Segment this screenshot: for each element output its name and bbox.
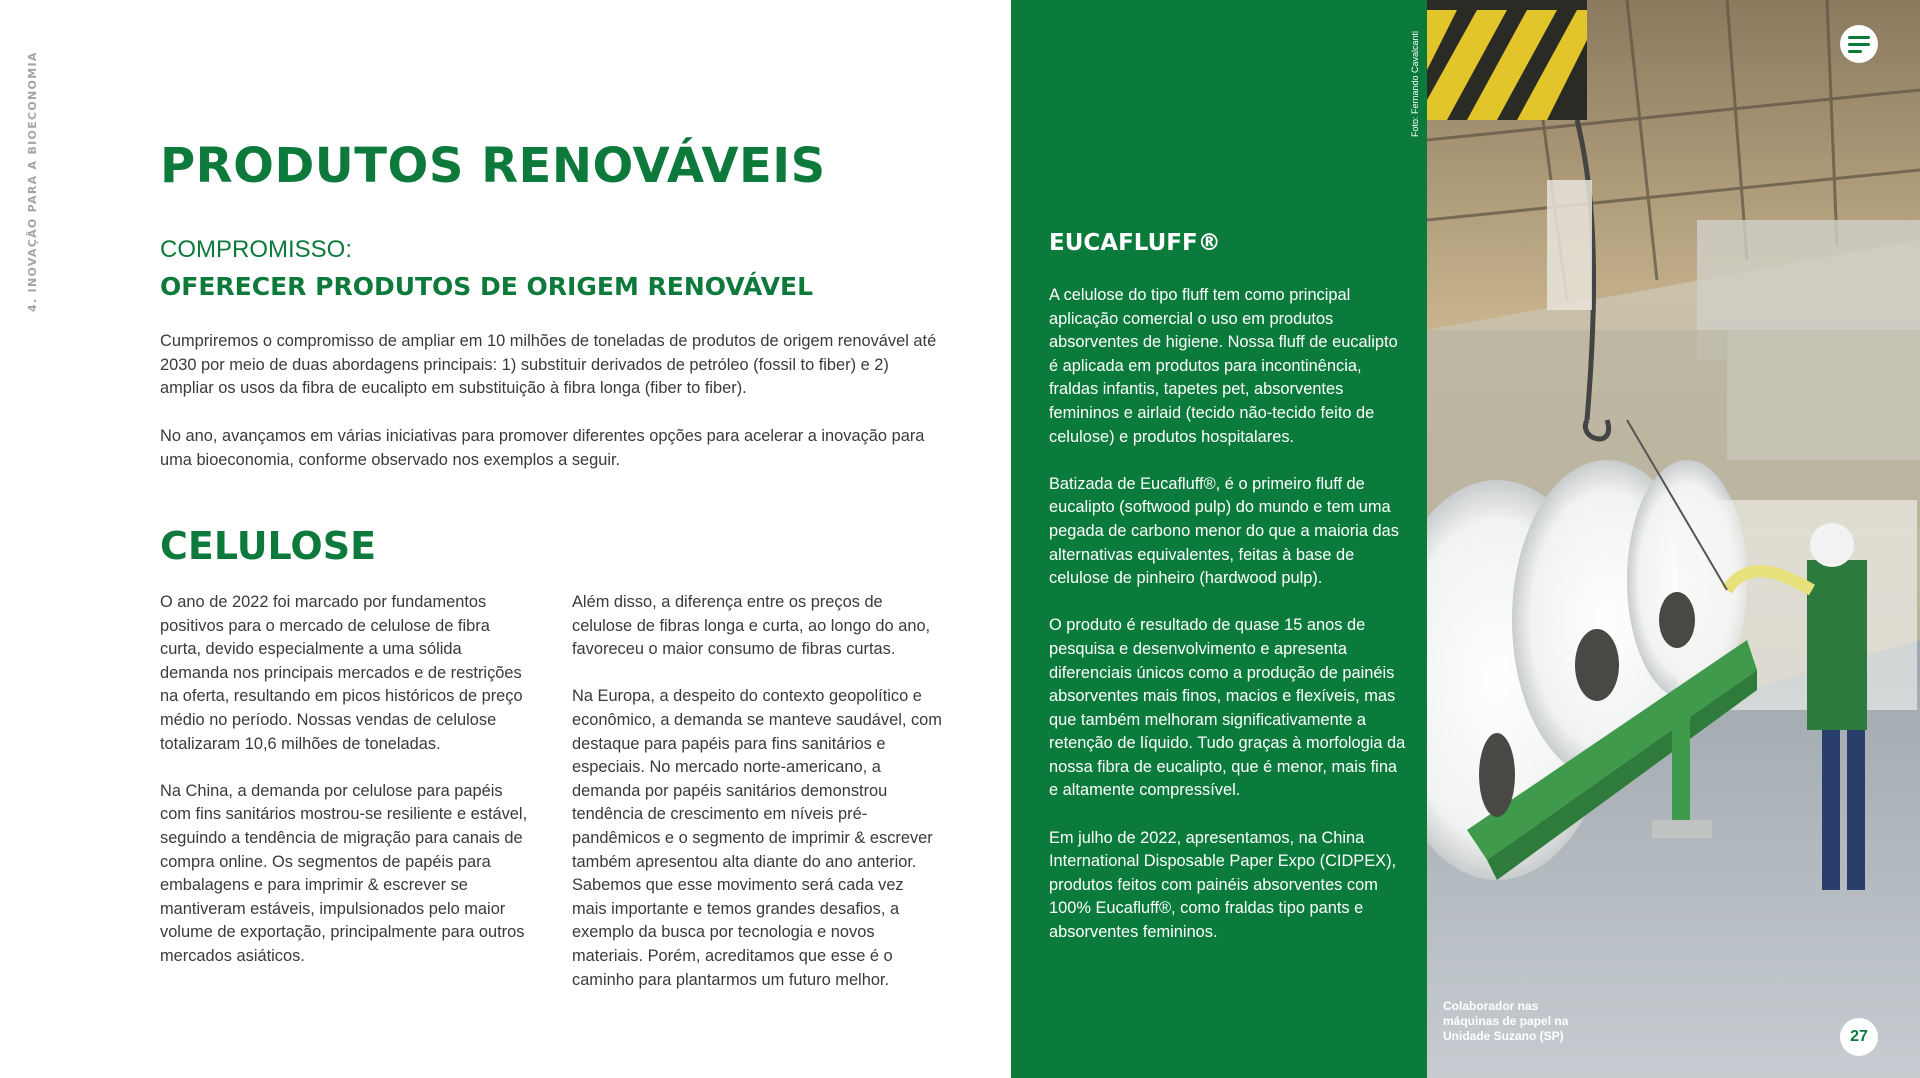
sidebar-paragraph-1: A celulose do tipo fluff tem como principal aplicação comercial o uso em produtos absorventes de higiene. Nossa fluff de eucalipto é aplicada em produtos para incontinência, fraldas infantis, tapetes pet, absorventes femininos e airlaid (tecido não-tecido feito de celulose) e produtos hospitalares.	[1049, 286, 1398, 446]
column-a-paragraph-1: O ano de 2022 foi marcado por fundamentos positivos para o mercado de celulose de fibra curta, devido especialmente a uma sólida demanda nos principais mercados e de restrições na oferta, resultando em picos históricos de preço médio no período. Nossas vendas de celulose totalizaram 10,6 milhões de toneladas.	[160, 593, 523, 753]
column-b-paragraph-1: Além disso, a diferença entre os preços de celulose de fibras longa e curta, ao longo do ano, favoreceu o maior consumo de fibras curtas.	[572, 593, 931, 659]
menu-button[interactable]	[1840, 25, 1878, 63]
column-b	[572, 591, 942, 1016]
sidebar-paragraph-3: O produto é resultado de quase 15 anos de pesquisa e desenvolvimento e apresenta diferenciais únicos como a produção de painéis absorventes mais finos, macios e flexíveis, mas que também melhoram significativamente a retenção de líquido. Tudo graças à morfologia da nossa fibra de eucalipto, que é menor, mais fina e altamente compressível.	[1049, 616, 1406, 800]
intro-paragraph-1: Cumpriremos o compromisso de ampliar em 10 milhões de toneladas de produtos de origem renovável até 2030 por meio de duas abordagens principais: 1) substituir derivados de petróleo (fossil to fiber) e 2) ampliar os usos da fibra de eucalipto em substituição à fibra longa (fiber to fiber).	[160, 332, 937, 398]
chapter-side-label: 4. INOVAÇÃO PARA A BIOECONOMIA	[26, 51, 39, 312]
page-title: PRODUTOS RENOVÁVEIS	[160, 138, 826, 194]
photo-caption: Colaborador nas máquinas de papel na Unidade Suzano (SP)	[1443, 999, 1569, 1043]
commitment-title: OFERECER PRODUTOS DE ORIGEM RENOVÁVEL	[160, 272, 814, 301]
factory-photo	[1427, 0, 1920, 1078]
sidebar-paragraph-2: Batizada de Eucafluff®, é o primeiro fluff de eucalipto (softwood pulp) do mundo e tem uma pegada de carbono menor do que a maioria das alternativas equivalentes, feitas à base de celulose de pinheiro (hardwood pulp).	[1049, 474, 1399, 588]
section-title: CELULOSE	[160, 524, 377, 568]
column-a-paragraph-2: Na China, a demanda por celulose para papéis com fins sanitários mostrou-se resiliente e estável, seguindo a tendência de migração para canais de compra online. Os segmentos de papéis para embalagens e para imprimir & escrever se mantiveram estáveis, impulsionados pelo maior volume de exportação, principalmente para outros mercados asiáticos.	[160, 781, 528, 965]
sidebar-paragraph-4: Em julho de 2022, apresentamos, na China International Disposable Paper Expo (CIDPEX), produtos feitos com painéis absorventes com 100% Eucafluff®, como fraldas tipo pants e absorventes femininos.	[1049, 828, 1397, 942]
page-number: 27	[1840, 1018, 1878, 1056]
photo-credit: Foto: Fernando Cavalcanti	[1410, 30, 1420, 137]
column-a	[160, 591, 530, 992]
menu-icon	[1848, 36, 1870, 39]
column-b-paragraph-2: Na Europa, a despeito do contexto geopolítico e econômico, a demanda se manteve saudável, com destaque para papéis para fins sanitários e especiais. No mercado norte-americano, a demanda por papéis sanitários demonstrou tendência de crescimento em níveis pré-pandêmicos e o segmento de imprimir & escrever também apresentou alta diante do ano anterior. Sabemos que esse movimento será cada vez mais importante e temos grandes desafios, a exemplo da busca por tecnologia e novos materiais. Porém, acreditamos que esse é o caminho para plantarmos um futuro melhor.	[572, 687, 942, 989]
sidebar-body	[1049, 284, 1409, 968]
intro-paragraph-2: No ano, avançamos em várias iniciativas para promover diferentes opções para acelerar a inovação para uma bioeconomia, conforme observado nos exemplos a seguir.	[160, 427, 925, 469]
sidebar-title: EUCAFLUFF®	[1049, 230, 1221, 256]
factory-photo-illustration	[1427, 0, 1920, 1078]
commitment-label: COMPROMISSO:	[160, 236, 353, 263]
